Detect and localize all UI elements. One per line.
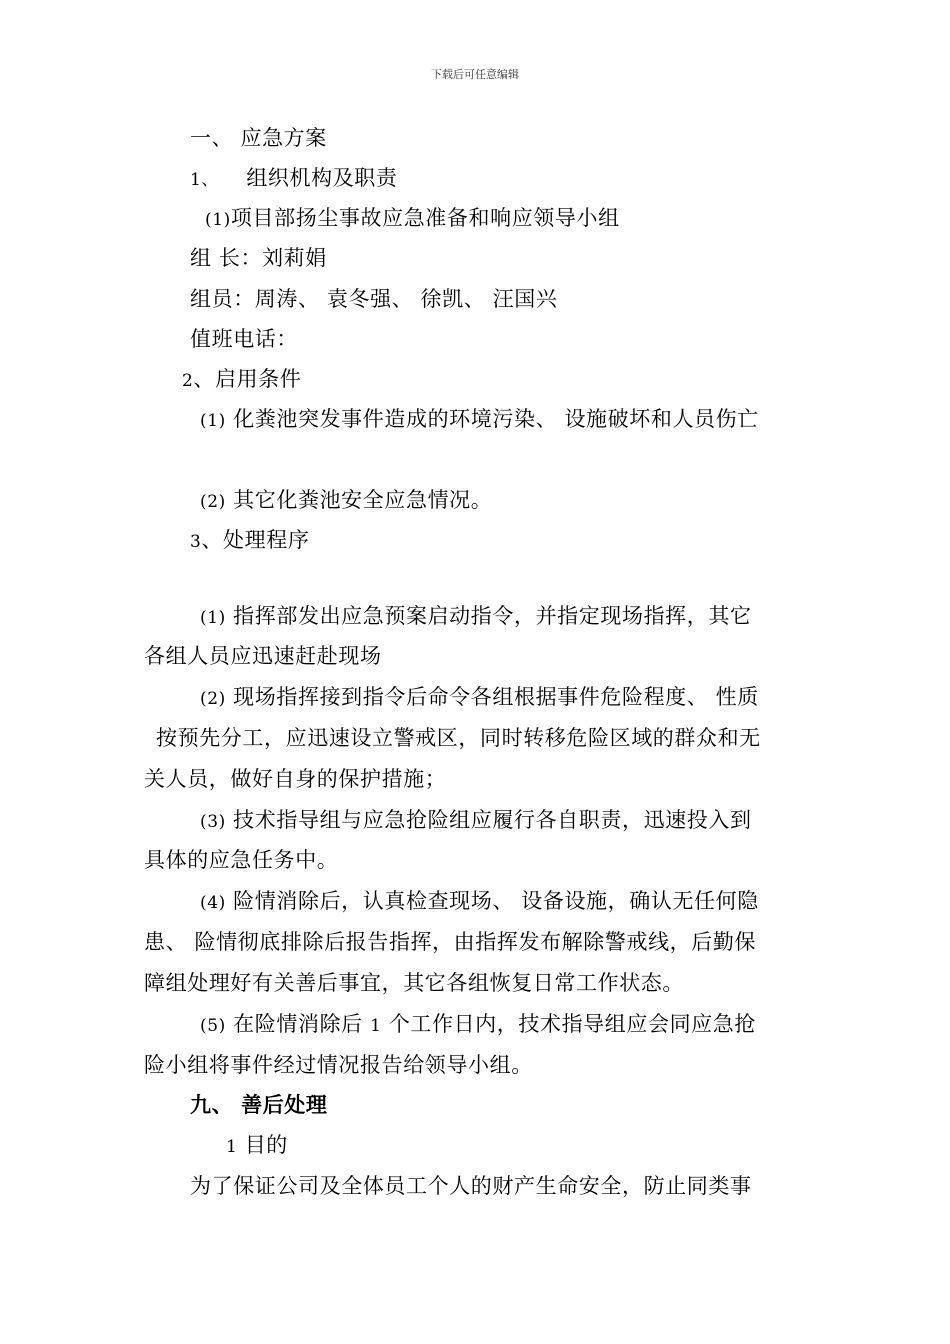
paragraph-line [200,602,752,632]
item-number: 1 [226,1137,238,1157]
line-text: 其它化粪池安全应急情况。 [233,488,493,512]
paragraph-line: 障组处理好有关善后事宜，其它各组恢复日常工作状态。 [144,971,684,995]
paragraph-line [200,405,759,435]
paragraph-line: 险小组将事件经过情况报告给领导小组。 [144,1053,533,1077]
heading-text: 组织机构及职责 [246,166,398,190]
line-text: 技术指导组与应急抢险组应履行各自职责，迅速投入到 [233,808,752,832]
subsection-heading [190,526,309,556]
item-number: (4) [200,893,226,913]
subsection-heading [190,164,398,194]
item-number: 2 [182,371,194,391]
page-header: 下载后可任意编辑 [431,68,519,81]
line-text: 险情消除后，认真检查现场、 设备设施，确认无任何隐 [233,889,759,913]
item-number: (2) [200,689,226,709]
line-text: 指挥部发出应急预案启动指令，并指定现场指挥，其它 [233,604,752,628]
paragraph-line [205,204,620,234]
duty-phone-line: 值班电话： [190,327,298,351]
paragraph-line [200,1010,756,1040]
item-number: (1) [205,210,231,230]
paragraph-line [200,683,759,713]
paragraph-line [200,887,759,917]
paragraph-line: 患、 险情彻底排除后报告指挥，由指挥发布解除警戒线，后勤保 [144,930,757,954]
paragraph-line [200,486,492,516]
inline-number: 1 [370,1016,382,1036]
heading-text: 、处理程序 [201,528,310,552]
item-number: 1、 [190,170,220,190]
paragraph-line: 各组人员应迅速赶赴现场 [144,644,382,668]
section-title-aftermath: 九、 善后处理 [190,1093,328,1117]
item-number: (1) [200,411,226,431]
heading-text: 目的 [244,1133,288,1157]
paragraph-line: 按预先分工，应迅速设立警戒区，同时转移危险区域的群众和无 [156,726,761,750]
item-number: 3 [190,532,202,552]
line-text: 现场指挥接到指令后命令各组根据事件危险程度、 性质 [233,685,759,709]
line-text: 项目部扬尘事故应急准备和响应领导小组 [230,206,620,230]
subsection-heading [182,365,301,395]
team-leader-line: 组 长：刘莉娟 [190,246,327,270]
line-text: 化粪池突发事件造成的环境污染、 设施破坏和人员伤亡 [233,407,759,431]
subsection-heading [226,1131,288,1161]
line-text: 在险情消除后 [233,1012,363,1036]
line-text: 个工作日内，技术指导组应会同应急抢 [388,1012,756,1036]
heading-text: 、启用条件 [193,367,302,391]
item-number: (2) [200,492,226,512]
paragraph-line: 具体的应急任务中。 [144,848,339,872]
section-title-emergency-plan: 一、 应急方案 [190,126,327,150]
item-number: (3) [200,812,226,832]
item-number: (5) [200,1016,226,1036]
team-members-line: 组员：周涛、 袁冬强、 徐凯、 汪国兴 [190,287,558,311]
item-number: (1) [200,608,226,628]
paragraph-line: 为了保证公司及全体员工个人的财产生命安全，防止同类事 [190,1174,752,1198]
paragraph-line: 关人员，做好自身的保护措施； [144,767,447,791]
paragraph-line [200,806,752,836]
